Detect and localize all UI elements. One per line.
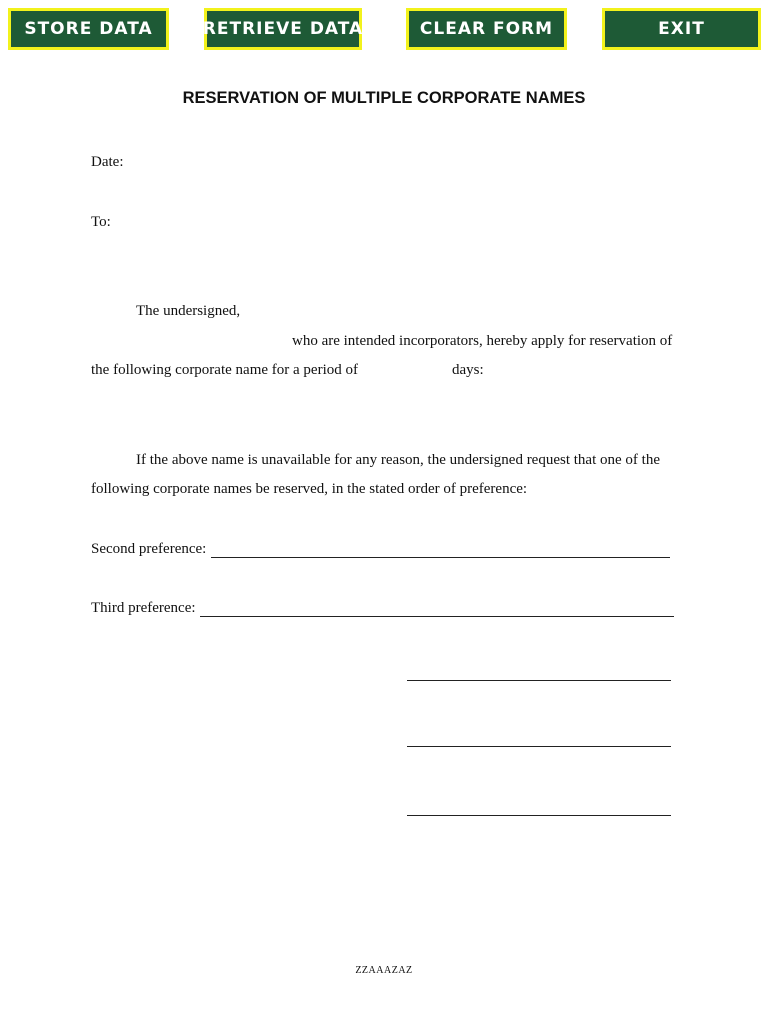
incorporators-text: who are intended incorporators, hereby apply for reservation of — [292, 333, 673, 349]
to-label: To: — [91, 214, 111, 230]
second-preference-field[interactable] — [211, 540, 670, 558]
third-preference-field[interactable] — [200, 599, 674, 617]
store-data-button[interactable]: STORE DATA — [8, 8, 169, 50]
signature-line-1[interactable] — [407, 663, 671, 681]
to-field[interactable] — [116, 213, 676, 231]
undersigned-label: The undersigned, — [136, 303, 241, 319]
second-preference-label: Second preference: — [91, 541, 207, 557]
third-preference-label: Third preference: — [91, 600, 196, 616]
period-text: the following corporate name for a period of — [91, 362, 358, 378]
form-title: RESERVATION OF MULTIPLE CORPORATE NAMES — [182, 89, 586, 107]
signature-line-2[interactable] — [407, 729, 671, 747]
unavailable-text-line2: following corporate names be reserved, in the stated order of preference: — [91, 481, 528, 497]
undersigned-field[interactable] — [246, 302, 676, 320]
exit-button[interactable]: EXIT — [602, 8, 761, 50]
clear-form-button[interactable]: CLEAR FORM — [406, 8, 567, 50]
date-field[interactable] — [128, 153, 428, 171]
footer-code: ZZAAAZAZ — [355, 965, 413, 976]
days-label: days: — [452, 362, 484, 378]
date-label: Date: — [91, 154, 124, 170]
unavailable-text-line1: If the above name is unavailable for any reason, the undersigned request that one of the — [136, 452, 660, 468]
days-field[interactable] — [364, 361, 448, 379]
signature-line-3[interactable] — [407, 798, 671, 816]
retrieve-data-button[interactable]: RETRIEVE DATA — [204, 8, 362, 50]
corporate-name-field[interactable] — [91, 397, 676, 415]
